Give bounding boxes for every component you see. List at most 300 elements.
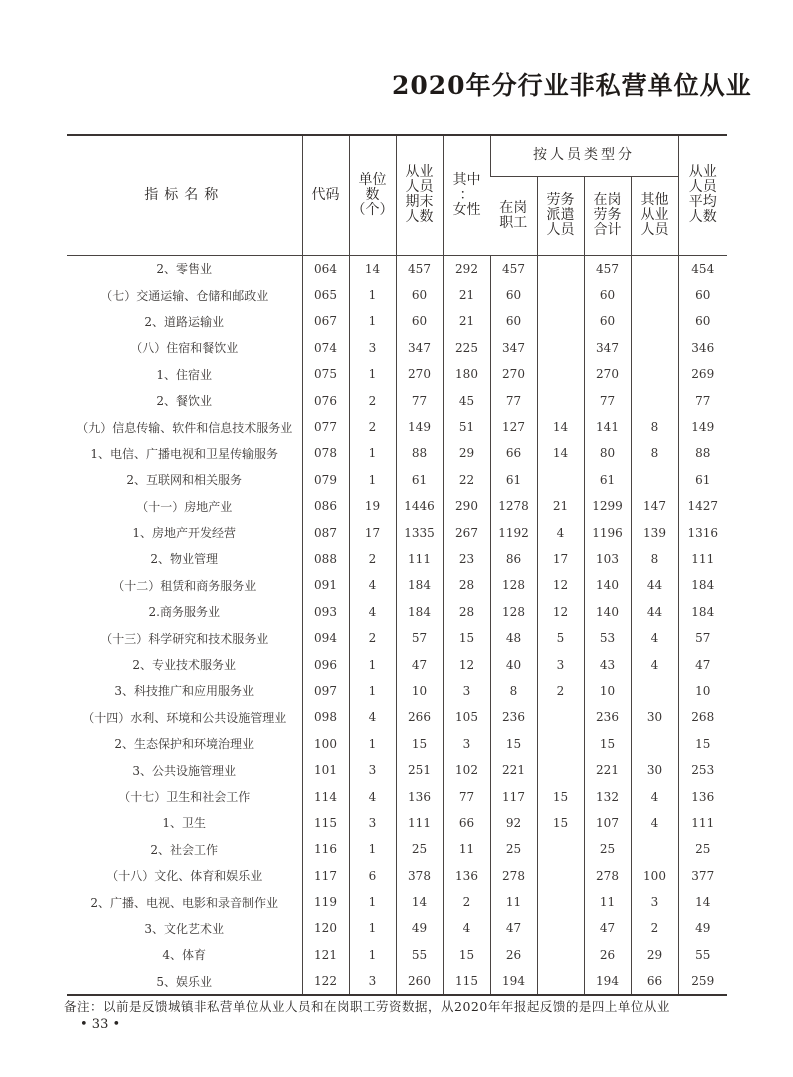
cell-name: 1、住宿业: [156, 367, 213, 382]
cell-onduty: 347: [490, 335, 537, 361]
cell-other: 8: [631, 440, 678, 466]
cell-name: （十一）房地产业: [136, 499, 233, 514]
table-row: [67, 546, 727, 572]
header-on-duty: [490, 176, 537, 255]
cell-emp: 57: [396, 625, 443, 651]
header-by-type: [490, 135, 678, 176]
cell-name: 1、卫生: [162, 816, 207, 831]
cell-disp: [537, 282, 584, 308]
cell-female: 28: [443, 572, 490, 598]
cell-female: 105: [443, 704, 490, 730]
cell-disp: [537, 731, 584, 757]
cell-name: （十七）卫生和社会工作: [118, 790, 251, 804]
cell-disp: [537, 889, 584, 915]
cell-disp: 15: [537, 810, 584, 836]
cell-total: 77: [584, 387, 631, 413]
cell-avg: 77: [678, 387, 727, 413]
cell-female: 15: [443, 625, 490, 651]
cell-avg: 136: [678, 783, 727, 809]
table-row: [67, 862, 727, 888]
cell-avg: 14: [678, 889, 727, 915]
cell-total: 1299: [584, 493, 631, 519]
cell-units: 3: [349, 335, 396, 361]
cell-onduty: 270: [490, 361, 537, 387]
cell-units: 1: [349, 678, 396, 704]
cell-onduty: 15: [490, 731, 537, 757]
cell-female: 4: [443, 915, 490, 941]
table-row: [67, 493, 727, 519]
cell-name: （十三）科学研究和技术服务业: [100, 631, 269, 646]
cell-total: 132: [584, 783, 631, 809]
header-units-line: 单位: [358, 171, 387, 188]
cell-emp: 25: [396, 836, 443, 862]
header-female-line: 其中: [452, 171, 481, 188]
cell-code: 122: [302, 968, 349, 995]
cell-female: 21: [443, 282, 490, 308]
cell-other: 3: [631, 889, 678, 915]
cell-code: 121: [302, 942, 349, 968]
cell-units: 1: [349, 915, 396, 941]
cell-female: 77: [443, 783, 490, 809]
cell-units: 1: [349, 308, 396, 334]
cell-other: 66: [631, 968, 678, 995]
cell-other: [631, 361, 678, 387]
cell-total: 140: [584, 599, 631, 625]
header-name-label: 指标名称: [144, 186, 225, 203]
cell-onduty: 26: [490, 942, 537, 968]
cell-female: 45: [443, 387, 490, 413]
cell-name: （七）交通运输、仓储和邮政业: [100, 288, 269, 303]
table-row: [67, 968, 727, 995]
header-disp-line: 人员: [546, 222, 575, 238]
cell-other: [631, 255, 678, 282]
table-row: [67, 783, 727, 809]
cell-emp: 88: [396, 440, 443, 466]
cell-emp: 77: [396, 387, 443, 413]
cell-onduty: 128: [490, 599, 537, 625]
cell-other: 8: [631, 414, 678, 440]
cell-onduty: 8: [490, 678, 537, 704]
cell-female: 12: [443, 651, 490, 677]
cell-disp: 3: [537, 651, 584, 677]
cell-emp: 266: [396, 704, 443, 730]
cell-onduty: 40: [490, 651, 537, 677]
table-row: [67, 282, 727, 308]
cell-female: 3: [443, 731, 490, 757]
cell-disp: 4: [537, 519, 584, 545]
cell-name: 3、文化艺术业: [144, 921, 225, 936]
cell-disp: [537, 361, 584, 387]
cell-disp: [537, 915, 584, 941]
cell-units: 2: [349, 546, 396, 572]
cell-female: 28: [443, 599, 490, 625]
cell-emp: 184: [396, 599, 443, 625]
cell-other: 139: [631, 519, 678, 545]
cell-avg: 1316: [678, 519, 727, 545]
cell-disp: [537, 862, 584, 888]
cell-name: 2、生态保护和环境治理业: [114, 737, 255, 752]
cell-avg: 268: [678, 704, 727, 730]
cell-other: 100: [631, 862, 678, 888]
cell-avg: 60: [678, 282, 727, 308]
cell-name: 2、专业技术服务业: [132, 658, 237, 673]
header-avg-line: 人员: [688, 179, 717, 196]
cell-other: 44: [631, 599, 678, 625]
cell-total: 80: [584, 440, 631, 466]
cell-code: 067: [302, 308, 349, 334]
cell-units: 2: [349, 625, 396, 651]
cell-units: 4: [349, 783, 396, 809]
cell-female: 22: [443, 467, 490, 493]
cell-code: 094: [302, 625, 349, 651]
cell-emp: 60: [396, 308, 443, 334]
cell-female: 2: [443, 889, 490, 915]
cell-female: 115: [443, 968, 490, 995]
cell-other: 4: [631, 625, 678, 651]
cell-onduty: 11: [490, 889, 537, 915]
cell-disp: 2: [537, 678, 584, 704]
cell-female: 102: [443, 757, 490, 783]
header-name: [67, 135, 302, 255]
cell-other: 29: [631, 942, 678, 968]
cell-onduty: 128: [490, 572, 537, 598]
cell-name: 2、道路运输业: [144, 314, 225, 329]
page-title: 2020年分行业非私营单位从业: [392, 71, 752, 100]
cell-units: 4: [349, 704, 396, 730]
cell-avg: 184: [678, 572, 727, 598]
cell-code: 075: [302, 361, 349, 387]
cell-other: 2: [631, 915, 678, 941]
cell-units: 2: [349, 414, 396, 440]
cell-disp: [537, 308, 584, 334]
cell-total: 53: [584, 625, 631, 651]
cell-emp: 184: [396, 572, 443, 598]
cell-onduty: 117: [490, 783, 537, 809]
cell-avg: 377: [678, 862, 727, 888]
cell-total: 140: [584, 572, 631, 598]
cell-total: 270: [584, 361, 631, 387]
table-row: [67, 625, 727, 651]
cell-total: 141: [584, 414, 631, 440]
cell-emp: 111: [396, 546, 443, 572]
cell-emp: 260: [396, 968, 443, 995]
header-avg-line: 人数: [688, 209, 717, 226]
cell-total: 61: [584, 467, 631, 493]
cell-other: 4: [631, 783, 678, 809]
cell-female: 23: [443, 546, 490, 572]
cell-other: 30: [631, 704, 678, 730]
cell-disp: 14: [537, 414, 584, 440]
cell-emp: 457: [396, 255, 443, 282]
header-female: [443, 135, 490, 255]
cell-total: 1196: [584, 519, 631, 545]
footnote: 备注：以前是反馈城镇非私营单位从业人员和在岗职工劳资数据，从2020年年报起反馈的是四上单位从业: [64, 999, 670, 1014]
cell-total: 347: [584, 335, 631, 361]
cell-total: 43: [584, 651, 631, 677]
header-dispatched: [537, 176, 584, 255]
cell-emp: 251: [396, 757, 443, 783]
cell-emp: 47: [396, 651, 443, 677]
cell-other: 4: [631, 651, 678, 677]
header-on-duty-total: [584, 176, 631, 255]
cell-units: 3: [349, 757, 396, 783]
cell-code: 119: [302, 889, 349, 915]
cell-emp: 149: [396, 414, 443, 440]
cell-emp: 347: [396, 335, 443, 361]
cell-female: 15: [443, 942, 490, 968]
statistics-table: [67, 134, 727, 996]
header-avg: [678, 135, 727, 255]
cell-emp: 136: [396, 783, 443, 809]
table-row: [67, 651, 727, 677]
cell-disp: [537, 968, 584, 995]
cell-female: 267: [443, 519, 490, 545]
cell-disp: [537, 255, 584, 282]
cell-name: 2、零售业: [156, 262, 213, 277]
cell-total: 457: [584, 255, 631, 282]
cell-name: （八）住宿和餐饮业: [130, 341, 239, 356]
table-body: [67, 255, 727, 995]
cell-total: 194: [584, 968, 631, 995]
cell-code: 077: [302, 414, 349, 440]
cell-disp: [537, 757, 584, 783]
cell-units: 1: [349, 731, 396, 757]
cell-units: 4: [349, 572, 396, 598]
cell-emp: 49: [396, 915, 443, 941]
cell-code: 091: [302, 572, 349, 598]
header-other-line: 人员: [640, 222, 669, 238]
cell-other: [631, 467, 678, 493]
header-disp-line: 派遣: [546, 207, 575, 223]
cell-disp: 21: [537, 493, 584, 519]
cell-onduty: 278: [490, 862, 537, 888]
table-row: [67, 519, 727, 545]
cell-name: 2、互联网和相关服务: [126, 473, 243, 488]
cell-other: [631, 387, 678, 413]
cell-other: 30: [631, 757, 678, 783]
cell-onduty: 48: [490, 625, 537, 651]
cell-onduty: 47: [490, 915, 537, 941]
cell-onduty: 1192: [490, 519, 537, 545]
cell-female: 180: [443, 361, 490, 387]
table-row: [67, 678, 727, 704]
cell-code: 098: [302, 704, 349, 730]
cell-avg: 184: [678, 599, 727, 625]
cell-total: 11: [584, 889, 631, 915]
cell-avg: 346: [678, 335, 727, 361]
header-code-label: 代码: [311, 186, 340, 203]
table-row: [67, 361, 727, 387]
header-emp-line: 人数: [405, 209, 434, 226]
header-total-line: 在岗: [593, 192, 622, 208]
cell-units: 1: [349, 942, 396, 968]
cell-name: 2.商务服务业: [148, 605, 220, 620]
cell-avg: 111: [678, 546, 727, 572]
cell-name: （九）信息传输、软件和信息技术服务业: [76, 420, 293, 435]
cell-female: 290: [443, 493, 490, 519]
table-row: [67, 915, 727, 941]
cell-other: 44: [631, 572, 678, 598]
header-other-line: 从业: [640, 207, 669, 223]
header-total-line: 合计: [593, 222, 622, 238]
cell-units: 1: [349, 282, 396, 308]
header-other: [631, 176, 678, 255]
table-row: [67, 255, 727, 282]
cell-code: 115: [302, 810, 349, 836]
cell-other: [631, 282, 678, 308]
cell-other: [631, 836, 678, 862]
cell-units: 1: [349, 467, 396, 493]
table-row: [67, 889, 727, 915]
cell-emp: 55: [396, 942, 443, 968]
cell-code: 064: [302, 255, 349, 282]
cell-other: [631, 335, 678, 361]
cell-units: 6: [349, 862, 396, 888]
cell-avg: 55: [678, 942, 727, 968]
header-avg-line: 从业: [688, 164, 717, 181]
cell-code: 093: [302, 599, 349, 625]
cell-female: 29: [443, 440, 490, 466]
cell-code: 074: [302, 335, 349, 361]
cell-avg: 149: [678, 414, 727, 440]
cell-code: 087: [302, 519, 349, 545]
cell-units: 1: [349, 440, 396, 466]
cell-units: 1: [349, 889, 396, 915]
table-row: [67, 757, 727, 783]
table-row: [67, 335, 727, 361]
cell-disp: [537, 467, 584, 493]
table-row: [67, 942, 727, 968]
cell-avg: 253: [678, 757, 727, 783]
cell-disp: 12: [537, 572, 584, 598]
cell-avg: 15: [678, 731, 727, 757]
cell-disp: [537, 704, 584, 730]
cell-avg: 57: [678, 625, 727, 651]
header-units-line: （个）: [351, 201, 394, 218]
cell-female: 21: [443, 308, 490, 334]
cell-emp: 10: [396, 678, 443, 704]
header-code: [302, 135, 349, 255]
cell-other: [631, 678, 678, 704]
cell-female: 66: [443, 810, 490, 836]
header-onduty-line: 在岗: [499, 199, 528, 216]
cell-name: （十八）文化、体育和娱乐业: [106, 869, 263, 884]
cell-units: 1: [349, 361, 396, 387]
table-row: [67, 308, 727, 334]
cell-female: 11: [443, 836, 490, 862]
header-avg-line: 平均: [688, 194, 717, 211]
cell-avg: 454: [678, 255, 727, 282]
cell-avg: 49: [678, 915, 727, 941]
cell-total: 60: [584, 308, 631, 334]
header-employees-end: [396, 135, 443, 255]
cell-name: 1、房地产开发经营: [132, 526, 237, 541]
cell-units: 17: [349, 519, 396, 545]
cell-name: 2、餐饮业: [156, 394, 213, 409]
cell-onduty: 194: [490, 968, 537, 995]
cell-disp: 17: [537, 546, 584, 572]
header-units-line: 数: [365, 186, 380, 203]
table-row: [67, 467, 727, 493]
cell-name: 5、娱乐业: [67, 968, 302, 995]
cell-avg: 47: [678, 651, 727, 677]
header-emp-line: 人员: [405, 179, 434, 196]
cell-total: 47: [584, 915, 631, 941]
cell-avg: 1427: [678, 493, 727, 519]
table-row: [67, 414, 727, 440]
cell-onduty: 61: [490, 467, 537, 493]
cell-female: 3: [443, 678, 490, 704]
cell-onduty: 66: [490, 440, 537, 466]
cell-female: 136: [443, 862, 490, 888]
cell-code: 065: [302, 282, 349, 308]
cell-total: 10: [584, 678, 631, 704]
cell-avg: 10: [678, 678, 727, 704]
page-number: • 33 •: [80, 1017, 121, 1032]
cell-emp: 1446: [396, 493, 443, 519]
cell-total: 60: [584, 282, 631, 308]
cell-onduty: 457: [490, 255, 537, 282]
cell-units: 2: [349, 387, 396, 413]
cell-code: 116: [302, 836, 349, 862]
cell-onduty: 236: [490, 704, 537, 730]
cell-onduty: 1278: [490, 493, 537, 519]
cell-code: 114: [302, 783, 349, 809]
cell-avg: 25: [678, 836, 727, 862]
cell-total: 278: [584, 862, 631, 888]
cell-emp: 111: [396, 810, 443, 836]
cell-emp: 61: [396, 467, 443, 493]
cell-other: 8: [631, 546, 678, 572]
header-by-type-label: 按人员类型分: [533, 147, 635, 164]
cell-code: 120: [302, 915, 349, 941]
cell-code: 101: [302, 757, 349, 783]
table-row: [67, 440, 727, 466]
cell-code: 088: [302, 546, 349, 572]
cell-other: 4: [631, 810, 678, 836]
header-emp-line: 期末: [405, 194, 434, 211]
cell-disp: 5: [537, 625, 584, 651]
table-row: [67, 810, 727, 836]
table-row: [67, 599, 727, 625]
cell-name: 2、物业管理: [150, 552, 219, 567]
cell-onduty: 86: [490, 546, 537, 572]
cell-name: （十二）租赁和商务服务业: [112, 578, 257, 593]
cell-disp: [537, 387, 584, 413]
cell-emp: 15: [396, 731, 443, 757]
cell-code: 097: [302, 678, 349, 704]
table-row: [67, 731, 727, 757]
header-female-line: ：: [459, 186, 474, 203]
cell-units: 3: [349, 810, 396, 836]
cell-name: 2、广播、电视、电影和录音制作业: [90, 895, 279, 910]
cell-female: 51: [443, 414, 490, 440]
cell-disp: [537, 836, 584, 862]
cell-other: 147: [631, 493, 678, 519]
cell-name: 3、科技推广和应用服务业: [114, 684, 255, 699]
cell-name: 2、社会工作: [150, 842, 219, 857]
cell-emp: 60: [396, 282, 443, 308]
cell-disp: 14: [537, 440, 584, 466]
cell-onduty: 25: [490, 836, 537, 862]
cell-avg: 88: [678, 440, 727, 466]
cell-code: 096: [302, 651, 349, 677]
cell-total: 221: [584, 757, 631, 783]
cell-onduty: 221: [490, 757, 537, 783]
table-row: [67, 836, 727, 862]
cell-emp: 270: [396, 361, 443, 387]
header-emp-line: 从业: [405, 164, 434, 181]
